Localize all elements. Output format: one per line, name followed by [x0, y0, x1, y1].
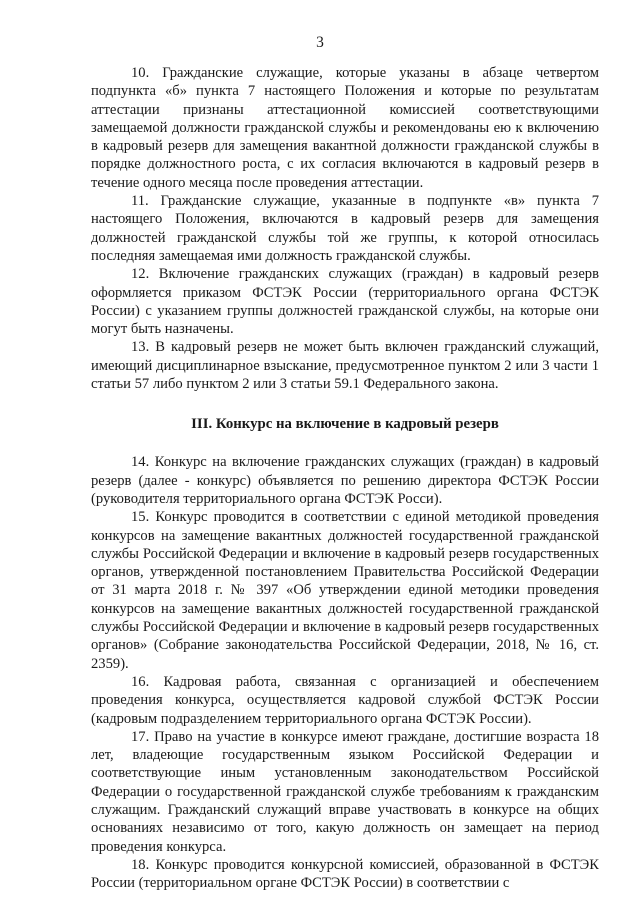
paragraph-18: 18. Конкурс проводится конкурсной комиссией, образованной в ФСТЭК России (территориальном органе ФСТЭК России) в соответствии с: [91, 856, 599, 892]
paragraph-13: 13. В кадровый резерв не может быть включен гражданский служащий, имеющий дисциплинарное взыскание, предусмотренное пунктом 2 или 3 части 1 статьи 57 либо пунктом 2 или 3 статьи 59.1 Федерального закона.: [91, 339, 599, 393]
paragraph-12: 12. Включение гражданских служащих (граждан) в кадровый резерв оформляется приказом ФСТЭК России (территориального органа ФСТЭК России) с указанием группы должностей гражданской службы, на которые они могут быть назначены.: [91, 266, 599, 338]
page-number: 3: [316, 34, 324, 51]
paragraph-11: 11. Гражданские служащие, указанные в подпункте «в» пункта 7 настоящего Положения, включаются в кадровый резерв для замещения должностей гражданской службы той же группы, к которой относилась последняя замещаемая ими должность гражданской службы.: [91, 193, 599, 264]
paragraph-15: 15. Конкурс проводится в соответствии с единой методикой проведения конкурсов на замещение вакантных должностей государственной гражданской службы Российской Федерации и включение в кадровый резерв государственных органов, утвержденной постановлением Правительства Российской Федерации от 31 марта 2018 г. № 397 «Об утверждении единой методики проведения конкурсов на замещение вакантных должностей государственной гражданской службы Российской Федерации и включение в кадровый резерв государственных органов» (Собрание законодательства Российской Федерации, 2018, № 16, ст. 2359).: [91, 509, 599, 672]
paragraph-16: 16. Кадровая работа, связанная с организацией и обеспечением проведения конкурса, осуществляется кадровой службой ФСТЭК России (кадровым подразделением территориального органа ФСТЭК России).: [91, 673, 599, 727]
section-heading: III. Конкурс на включение в кадровый резерв: [191, 416, 499, 433]
document-body: [91, 64, 599, 892]
paragraph-14: 14. Конкурс на включение гражданских служащих (граждан) в кадровый резерв (далее - конкурс) объявляется по решению директора ФСТЭК России (руководителя территориального органа ФСТЭК Росси).: [91, 454, 599, 507]
paragraph-10: 10. Гражданские служащие, которые указаны в абзаце четвертом подпункта «б» пункта 7 настоящего Положения и которые по результатам аттестации признаны аттестационной комиссией соответствующими замещаемой должности гражданской службы и рекомендованы ею к включению в кадровый резерв для замещения вакантной должности гражданской службы в порядке должностного роста, с их согласия включаются в кадровый резерв в течение одного месяца после проведения аттестации.: [91, 65, 599, 191]
paragraph-17: 17. Право на участие в конкурсе имеют граждане, достигшие возраста 18 лет, владеющие государственным языком Российской Федерации и соответствующие иным установленным законодательством Российской Федерации о государственной гражданской службе требованиям к гражданским служащим. Гражданский служащий вправе участвовать в конкурсе на общих основаниях независимо от того, какую должность он замещает на период проведения конкурса.: [91, 728, 599, 855]
